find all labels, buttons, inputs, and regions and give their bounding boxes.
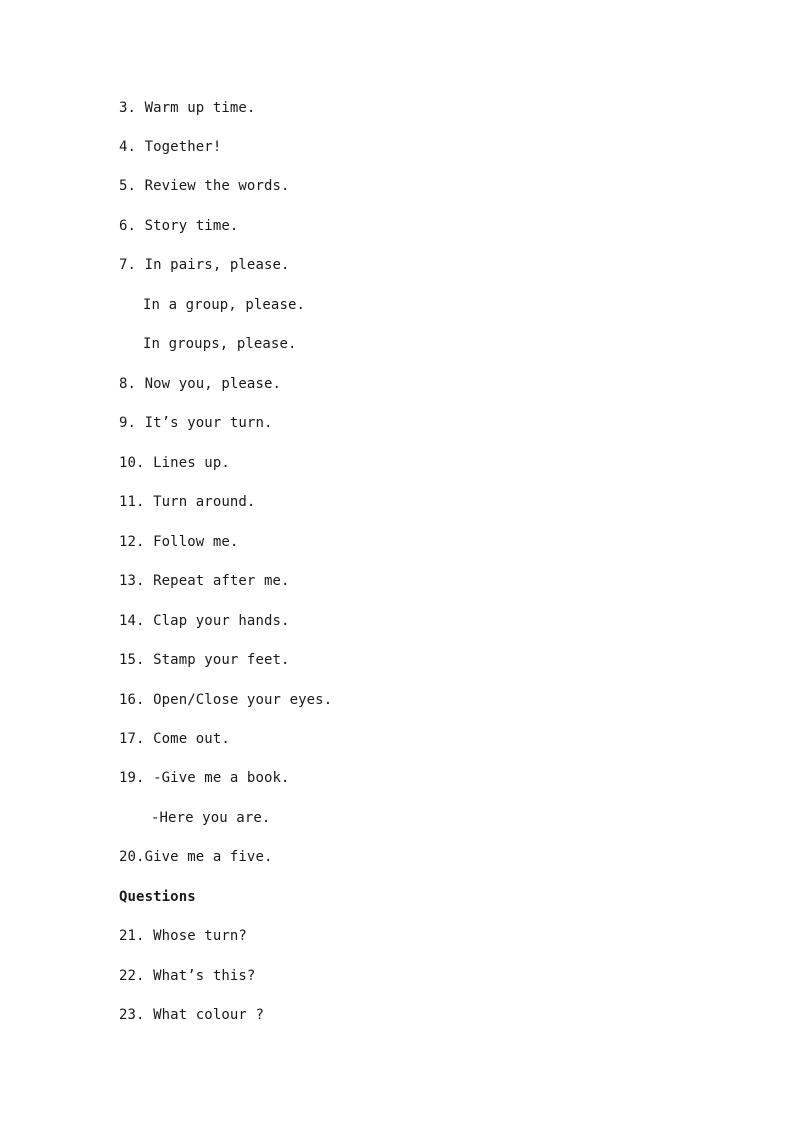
line-warm-up: 3. Warm up time. [119, 100, 256, 116]
line-come-out: 17. Come out. [119, 731, 230, 747]
line-in-pairs: 7. In pairs, please. [119, 257, 290, 273]
line-give-me-five: 20.Give me a five. [119, 849, 273, 865]
line-together: 4. Together! [119, 139, 222, 155]
line-repeat-after-me: 13. Repeat after me. [119, 573, 290, 589]
line-give-me-book: 19. -Give me a book. [119, 770, 290, 786]
line-follow-me: 12. Follow me. [119, 534, 239, 550]
line-here-you-are: -Here you are. [151, 810, 271, 826]
line-clap-hands: 14. Clap your hands. [119, 613, 290, 629]
line-whats-this: 22. What’s this? [119, 968, 256, 984]
line-stamp-feet: 15. Stamp your feet. [119, 652, 290, 668]
line-now-you: 8. Now you, please. [119, 376, 282, 392]
line-open-close-eyes: 16. Open/Close your eyes. [119, 692, 333, 708]
line-whose-turn: 21. Whose turn? [119, 928, 247, 944]
line-lines-up: 10. Lines up. [119, 455, 230, 471]
line-turn-around: 11. Turn around. [119, 494, 256, 510]
line-story-time: 6. Story time. [119, 218, 239, 234]
line-your-turn: 9. It’s your turn. [119, 415, 273, 431]
section-heading-questions: Questions [119, 889, 196, 905]
line-review-words: 5. Review the words. [119, 178, 290, 194]
line-in-groups: In groups, please. [143, 336, 297, 352]
line-what-colour: 23. What colour ? [119, 1007, 264, 1023]
line-in-a-group: In a group, please. [143, 297, 306, 313]
